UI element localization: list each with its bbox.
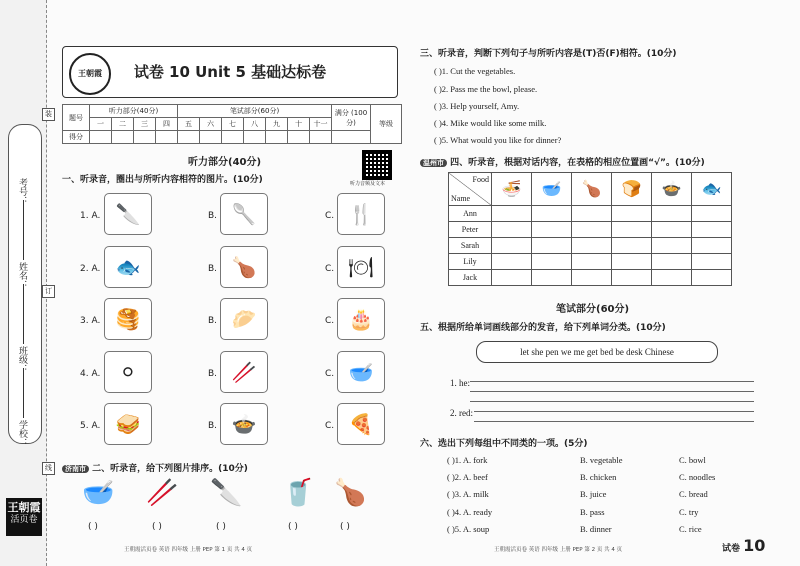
question-4-title: 四、听录音，根据对话内容，在表格的相应位置画“√”。(10分): [450, 158, 705, 168]
picture-option[interactable]: 🍕: [337, 403, 385, 445]
option-label: C.: [325, 316, 335, 326]
picture-option[interactable]: 🥟: [220, 298, 268, 340]
class-label: 班级：: [17, 346, 27, 373]
tf-item: ( )1. Cut the vegetables.: [434, 66, 516, 76]
option-label: B.: [208, 369, 218, 379]
footer-right: 王朝霞活页卷 英语 四年级 上册 PEP 第 2 页 共 4 页: [494, 547, 623, 553]
option-label: C.: [325, 211, 335, 221]
answer-blank[interactable]: ( ): [340, 522, 350, 532]
choice-item-a: ( )5. A. soup: [447, 524, 490, 534]
tf-item: ( )2. Pass me the bowl, please.: [434, 84, 538, 94]
option-label: C.: [325, 369, 335, 379]
food-icon: 🥣: [532, 173, 572, 206]
question-2-title: 二、听录音，给下列图片排序。(10分): [92, 464, 248, 474]
choice-item-b: B. pass: [580, 507, 605, 517]
answer-line[interactable]: [470, 391, 754, 392]
sequence-picture: 🔪: [210, 478, 243, 508]
fold-mark: 线: [42, 462, 55, 475]
food-table: Food Name 🍜 🥣 🍗 🍞 🍲 🐟 Ann Peter Sarah Lily Jack: [448, 172, 732, 286]
choice-item-c: C. noodles: [679, 472, 716, 482]
food-icon: 🐟: [692, 173, 732, 206]
picture-option[interactable]: 🍲: [220, 403, 268, 445]
choice-item-b: B. juice: [580, 489, 607, 499]
picture-option[interactable]: 🥣: [337, 351, 385, 393]
food-icon: 🍞: [612, 173, 652, 206]
fold-mark: 装: [42, 108, 55, 121]
answer-line[interactable]: [470, 381, 754, 382]
footer-left: 王朝霞活页卷 英语 四年级 上册 PEP 第 1 页 共 4 页: [124, 547, 253, 553]
choice-item-b: B. vegetable: [580, 455, 623, 465]
answer-blank[interactable]: ( ): [88, 522, 98, 532]
sequence-picture: 🥢: [146, 478, 179, 508]
exam-number-line: [23, 200, 24, 260]
option-label: B.: [208, 264, 218, 274]
answer-line[interactable]: [470, 401, 754, 402]
picture-option[interactable]: 🍴: [337, 193, 385, 235]
tf-item: ( )4. Mike would like some milk.: [434, 118, 547, 128]
choice-item-b: B. dinner: [580, 524, 612, 534]
question-1-title: 一、听录音，圈出与所听内容相符的图片。(10分): [62, 175, 263, 185]
option-label: 1. A.: [80, 211, 101, 221]
he-label: 1. he:: [450, 378, 470, 388]
answer-blank[interactable]: ( ): [216, 522, 226, 532]
score-table: 题号 听力部分(40分) 笔试部分(60分) 满分 (100分) 等级 一 二 三 四 五 六 七 八 九 十 十一 得分: [62, 104, 402, 144]
food-icon: 🍜: [492, 173, 532, 206]
option-label: 3. A.: [80, 316, 101, 326]
picture-option[interactable]: 🍽: [337, 246, 385, 288]
tf-item: ( )3. Help yourself, Amy.: [434, 101, 520, 111]
answer-blank[interactable]: ( ): [152, 522, 162, 532]
name-label: 姓名：: [17, 262, 27, 289]
exam-header: [62, 46, 398, 98]
option-label: B.: [208, 316, 218, 326]
choice-item-c: C. try: [679, 507, 699, 517]
choice-item-c: C. rice: [679, 524, 702, 534]
answer-line[interactable]: [474, 411, 754, 412]
picture-option[interactable]: 🍗: [220, 246, 268, 288]
exam-number-label: 考号：: [17, 178, 27, 205]
word-bank: let she pen we me get bed be desk Chinese: [476, 341, 718, 363]
option-label: C.: [325, 264, 335, 274]
qr-caption: 听力音频及文本: [350, 181, 386, 187]
question-5-title: 五、根据所给单词画线部分的发音，给下列单词分类。(10分): [420, 323, 666, 333]
answer-line[interactable]: [474, 421, 754, 422]
sequence-picture: 🍗: [334, 478, 367, 508]
option-label: B.: [208, 421, 218, 431]
picture-option[interactable]: 🥪: [104, 403, 152, 445]
choice-item-a: ( )1. A. fork: [447, 455, 488, 465]
question-6-title: 六、选出下列每组中不同类的一项。(5分): [420, 439, 588, 449]
option-label: 4. A.: [80, 369, 101, 379]
picture-option[interactable]: ⚪: [104, 351, 152, 393]
fold-mark: 订: [42, 285, 55, 298]
picture-option[interactable]: 🥞: [104, 298, 152, 340]
choice-item-c: C. bread: [679, 489, 708, 499]
class-line: [23, 368, 24, 418]
picture-option[interactable]: 🥄: [220, 193, 268, 235]
picture-option[interactable]: 🔪: [104, 193, 152, 235]
region-tag: 济南市: [62, 465, 89, 473]
binding-sidebar: [0, 0, 52, 566]
picture-option[interactable]: 🎂: [337, 298, 385, 340]
region-tag: 温州市: [420, 159, 447, 167]
page-number-tag: 试卷 10: [722, 536, 766, 555]
option-label: B.: [208, 211, 218, 221]
choice-item-a: ( )2. A. beef: [447, 472, 488, 482]
option-label: 2. A.: [80, 264, 101, 274]
picture-option[interactable]: 🐟: [104, 246, 152, 288]
option-label: 5. A.: [80, 421, 101, 431]
question-3-title: 三、听录音，判断下列句子与所听内容是(T)否(F)相符。(10分): [420, 49, 677, 59]
page-title: 试卷 10 Unit 5 基础达标卷: [133, 63, 327, 81]
picture-option[interactable]: 🥢: [220, 351, 268, 393]
publisher-logo: 王朝霞: [69, 53, 111, 95]
listening-heading: 听力部分(40分): [188, 157, 262, 168]
written-heading: 笔试部分(60分): [556, 304, 630, 315]
school-label: 学校：: [17, 420, 27, 447]
red-label: 2. red:: [450, 408, 473, 418]
choice-item-b: B. chicken: [580, 472, 617, 482]
tf-item: ( )5. What would you like for dinner?: [434, 135, 562, 145]
option-label: C.: [325, 421, 335, 431]
choice-item-a: ( )3. A. milk: [447, 489, 489, 499]
sequence-picture: 🥤: [282, 478, 315, 508]
food-icon: 🍗: [572, 173, 612, 206]
answer-blank[interactable]: ( ): [288, 522, 298, 532]
food-icon: 🍲: [652, 173, 692, 206]
choice-item-c: C. bowl: [679, 455, 706, 465]
choice-item-a: ( )4. A. ready: [447, 507, 493, 517]
brand-logo: 王朝霞 活页卷: [6, 498, 42, 536]
qr-code-icon: [362, 150, 392, 180]
sequence-picture: 🥣: [82, 478, 115, 508]
name-line: [23, 284, 24, 344]
